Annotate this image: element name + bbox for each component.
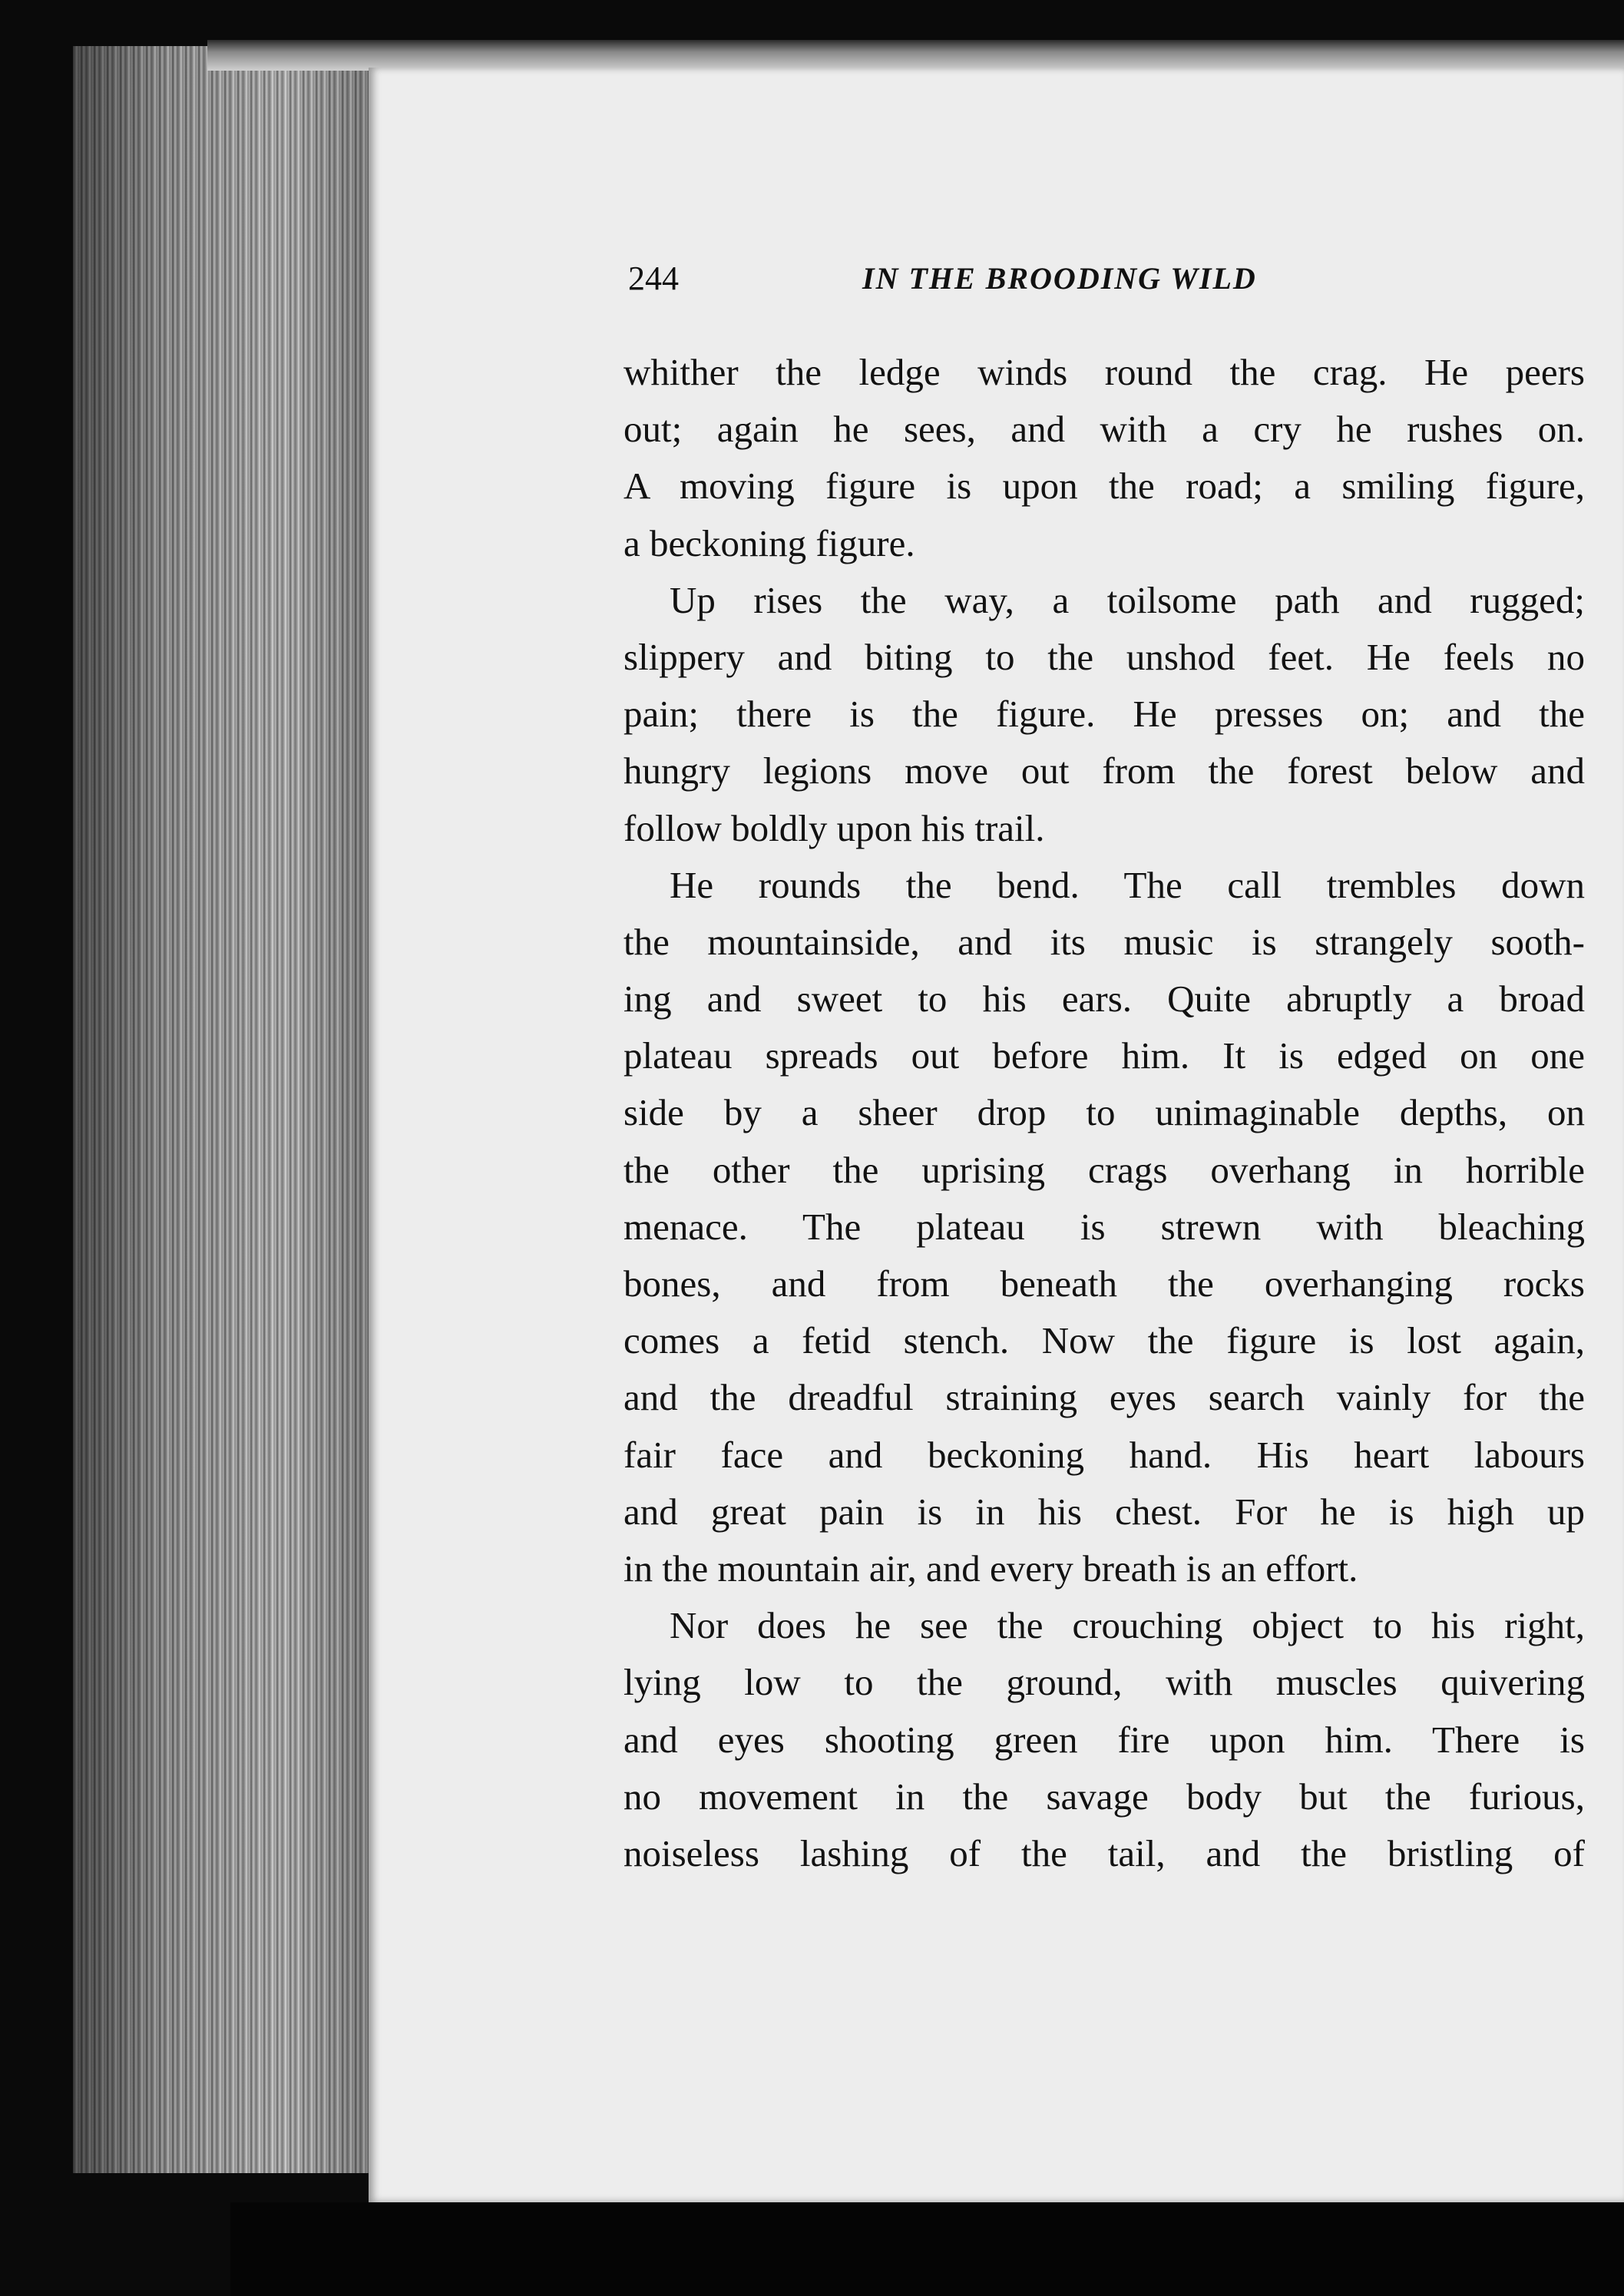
text-line: no movement in the savage body but the furious, bbox=[623, 1775, 1585, 1818]
text-line: bones, and from beneath the overhanging rocks bbox=[623, 1262, 1585, 1305]
text-line: noiseless lashing of the tail, and the bristling of bbox=[623, 1831, 1585, 1874]
text-line: plateau spreads out before him. It is edged on one bbox=[623, 1034, 1585, 1077]
bottom-shadow bbox=[230, 2202, 1624, 2296]
text-line: lying low to the ground, with muscles quivering bbox=[623, 1661, 1585, 1704]
text-line: side by a sheer drop to unimaginable depths, on bbox=[623, 1091, 1585, 1134]
text-line: and eyes shooting green fire upon him. There is bbox=[623, 1718, 1585, 1761]
text-line: He rounds the bend. The call trembles down bbox=[670, 863, 1585, 906]
page-edges bbox=[73, 46, 376, 2173]
text-line: ing and sweet to his ears. Quite abruptly a broad bbox=[623, 978, 1585, 1021]
text-line: hungry legions move out from the forest below and bbox=[623, 749, 1585, 792]
text-line: comes a fetid stench. Now the figure is lost again, bbox=[623, 1319, 1585, 1362]
text-line: follow boldly upon his trail. bbox=[623, 806, 1045, 849]
text-line: the other the uprising crags overhang in horrible bbox=[623, 1148, 1585, 1191]
text-line: menace. The plateau is strewn with bleaching bbox=[623, 1205, 1585, 1248]
text-line: Nor does he see the crouching object to his right, bbox=[670, 1604, 1585, 1647]
text-line: whither the ledge winds round the crag. He peers bbox=[623, 351, 1585, 393]
running-header bbox=[628, 252, 1596, 306]
text-line: out; again he sees, and with a cry he rushes on. bbox=[623, 408, 1585, 451]
text-line: pain; there is the figure. He presses on; and the bbox=[623, 693, 1585, 736]
text-line: in the mountain air, and every breath is an effort. bbox=[623, 1547, 1358, 1590]
text-line: Up rises the way, a toilsome path and rugged; bbox=[670, 578, 1585, 621]
running-title: IN THE BROODING WILD bbox=[862, 261, 1257, 296]
text-line: and the dreadful straining eyes search vainly for the bbox=[623, 1376, 1585, 1419]
text-line: fair face and beckoning hand. His heart labours bbox=[623, 1433, 1585, 1476]
page-number: 244 bbox=[628, 260, 679, 297]
text-line: slippery and biting to the unshod feet. He feels no bbox=[623, 635, 1585, 678]
text-line: A moving figure is upon the road; a smiling figure, bbox=[623, 465, 1585, 508]
text-line: the mountainside, and its music is strangely sooth- bbox=[623, 920, 1585, 963]
text-line: and great pain is in his chest. For he is high up bbox=[623, 1490, 1585, 1533]
text-line: a beckoning figure. bbox=[623, 521, 915, 564]
body-text bbox=[623, 344, 1585, 1882]
top-page-edge bbox=[207, 40, 1624, 71]
